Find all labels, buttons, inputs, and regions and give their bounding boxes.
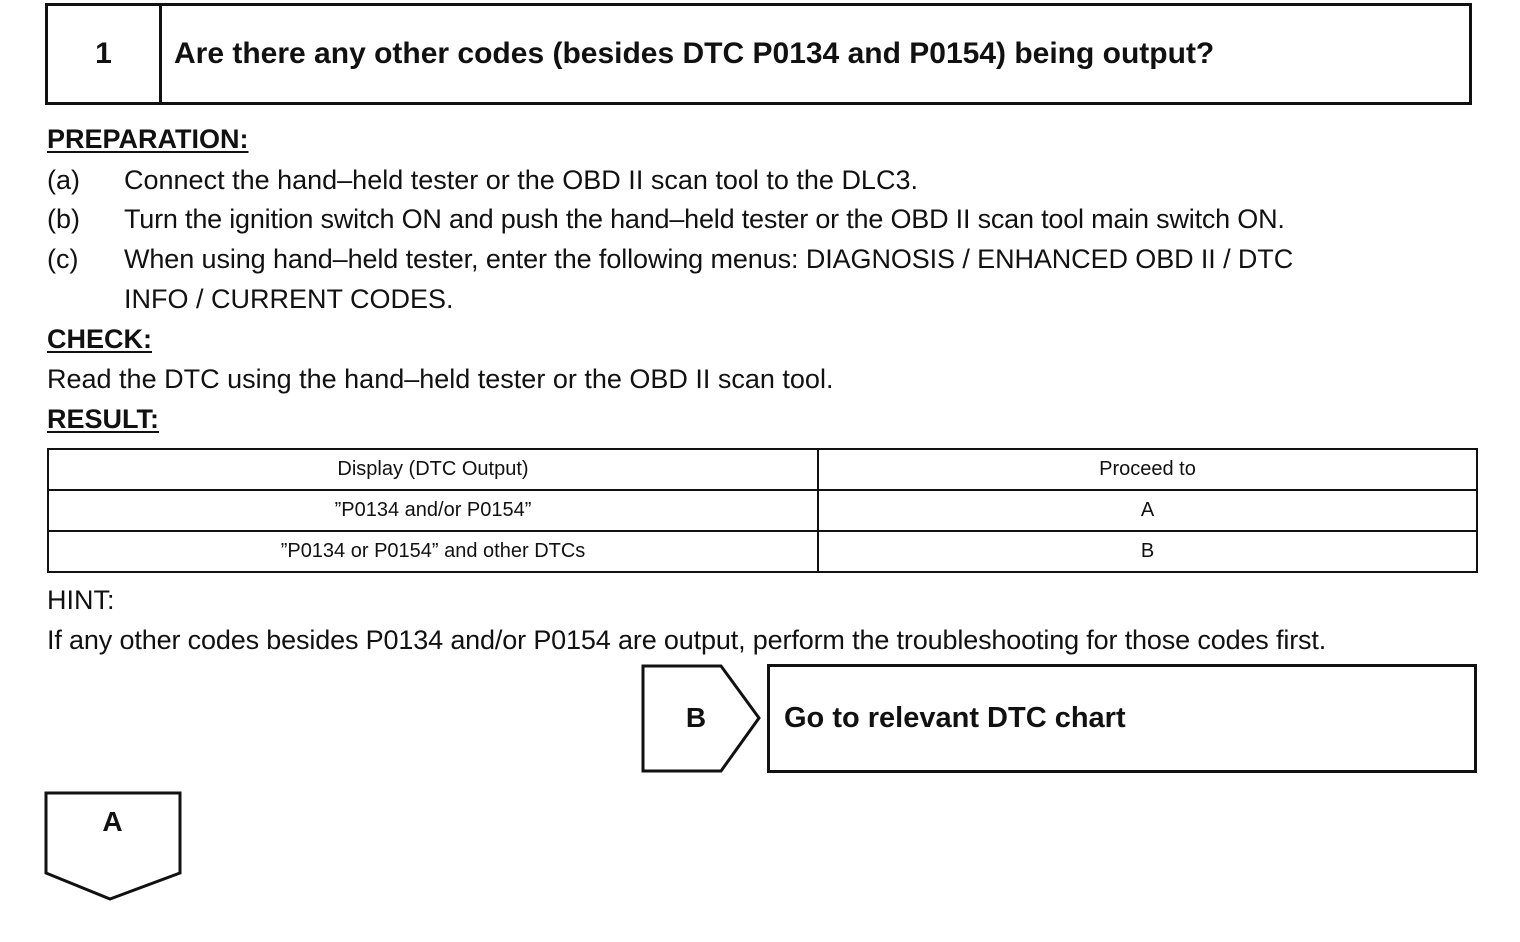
- table-cell-display: ”P0134 and/or P0154”: [48, 490, 818, 531]
- check-text: Read the DTC using the hand–held tester or the OBD II scan tool.: [47, 364, 834, 394]
- column-header-display: Display (DTC Output): [48, 449, 818, 490]
- step-number: 1: [48, 6, 162, 102]
- branch-a-label: A: [102, 806, 123, 837]
- result-heading: RESULT:: [47, 404, 159, 434]
- prep-item-c-cont: INFO / CURRENT CODES.: [124, 284, 454, 314]
- prep-item-c: When using hand–held tester, enter the following menus: DIAGNOSIS / ENHANCED OBD II / DTC: [124, 244, 1294, 274]
- hint-text: If any other codes besides P0134 and/or P0154 are output, perform the troubleshooting for those codes first.: [47, 625, 1327, 655]
- result-table: [47, 448, 1478, 573]
- step-header: [45, 3, 1472, 105]
- table-header-row: [48, 449, 1477, 490]
- step-question: Are there any other codes (besides DTC P0134 and P0154) being output?: [174, 37, 1215, 70]
- prep-mark-b: (b): [47, 204, 80, 234]
- check-heading: CHECK:: [47, 324, 152, 354]
- prep-item-b: Turn the ignition switch ON and push the hand–held tester or the OBD II scan tool main switch ON.: [124, 204, 1285, 234]
- branch-b-action: [767, 664, 1477, 773]
- branch-b-action-text: Go to relevant DTC chart: [784, 702, 1126, 734]
- table-row: [48, 531, 1477, 572]
- preparation-heading: PREPARATION:: [47, 124, 249, 154]
- table-cell-proceed: B: [818, 531, 1477, 572]
- prep-mark-a: (a): [47, 165, 80, 195]
- prep-item-a: Connect the hand–held tester or the OBD II scan tool to the DLC3.: [124, 165, 918, 195]
- table-row: [48, 490, 1477, 531]
- table-cell-display: ”P0134 or P0154” and other DTCs: [48, 531, 818, 572]
- prep-mark-c: (c): [47, 244, 79, 274]
- hint-label: HINT:: [47, 585, 115, 615]
- column-header-proceed: Proceed to: [818, 449, 1477, 490]
- table-cell-proceed: A: [818, 490, 1477, 531]
- branch-b-label: B: [685, 702, 707, 733]
